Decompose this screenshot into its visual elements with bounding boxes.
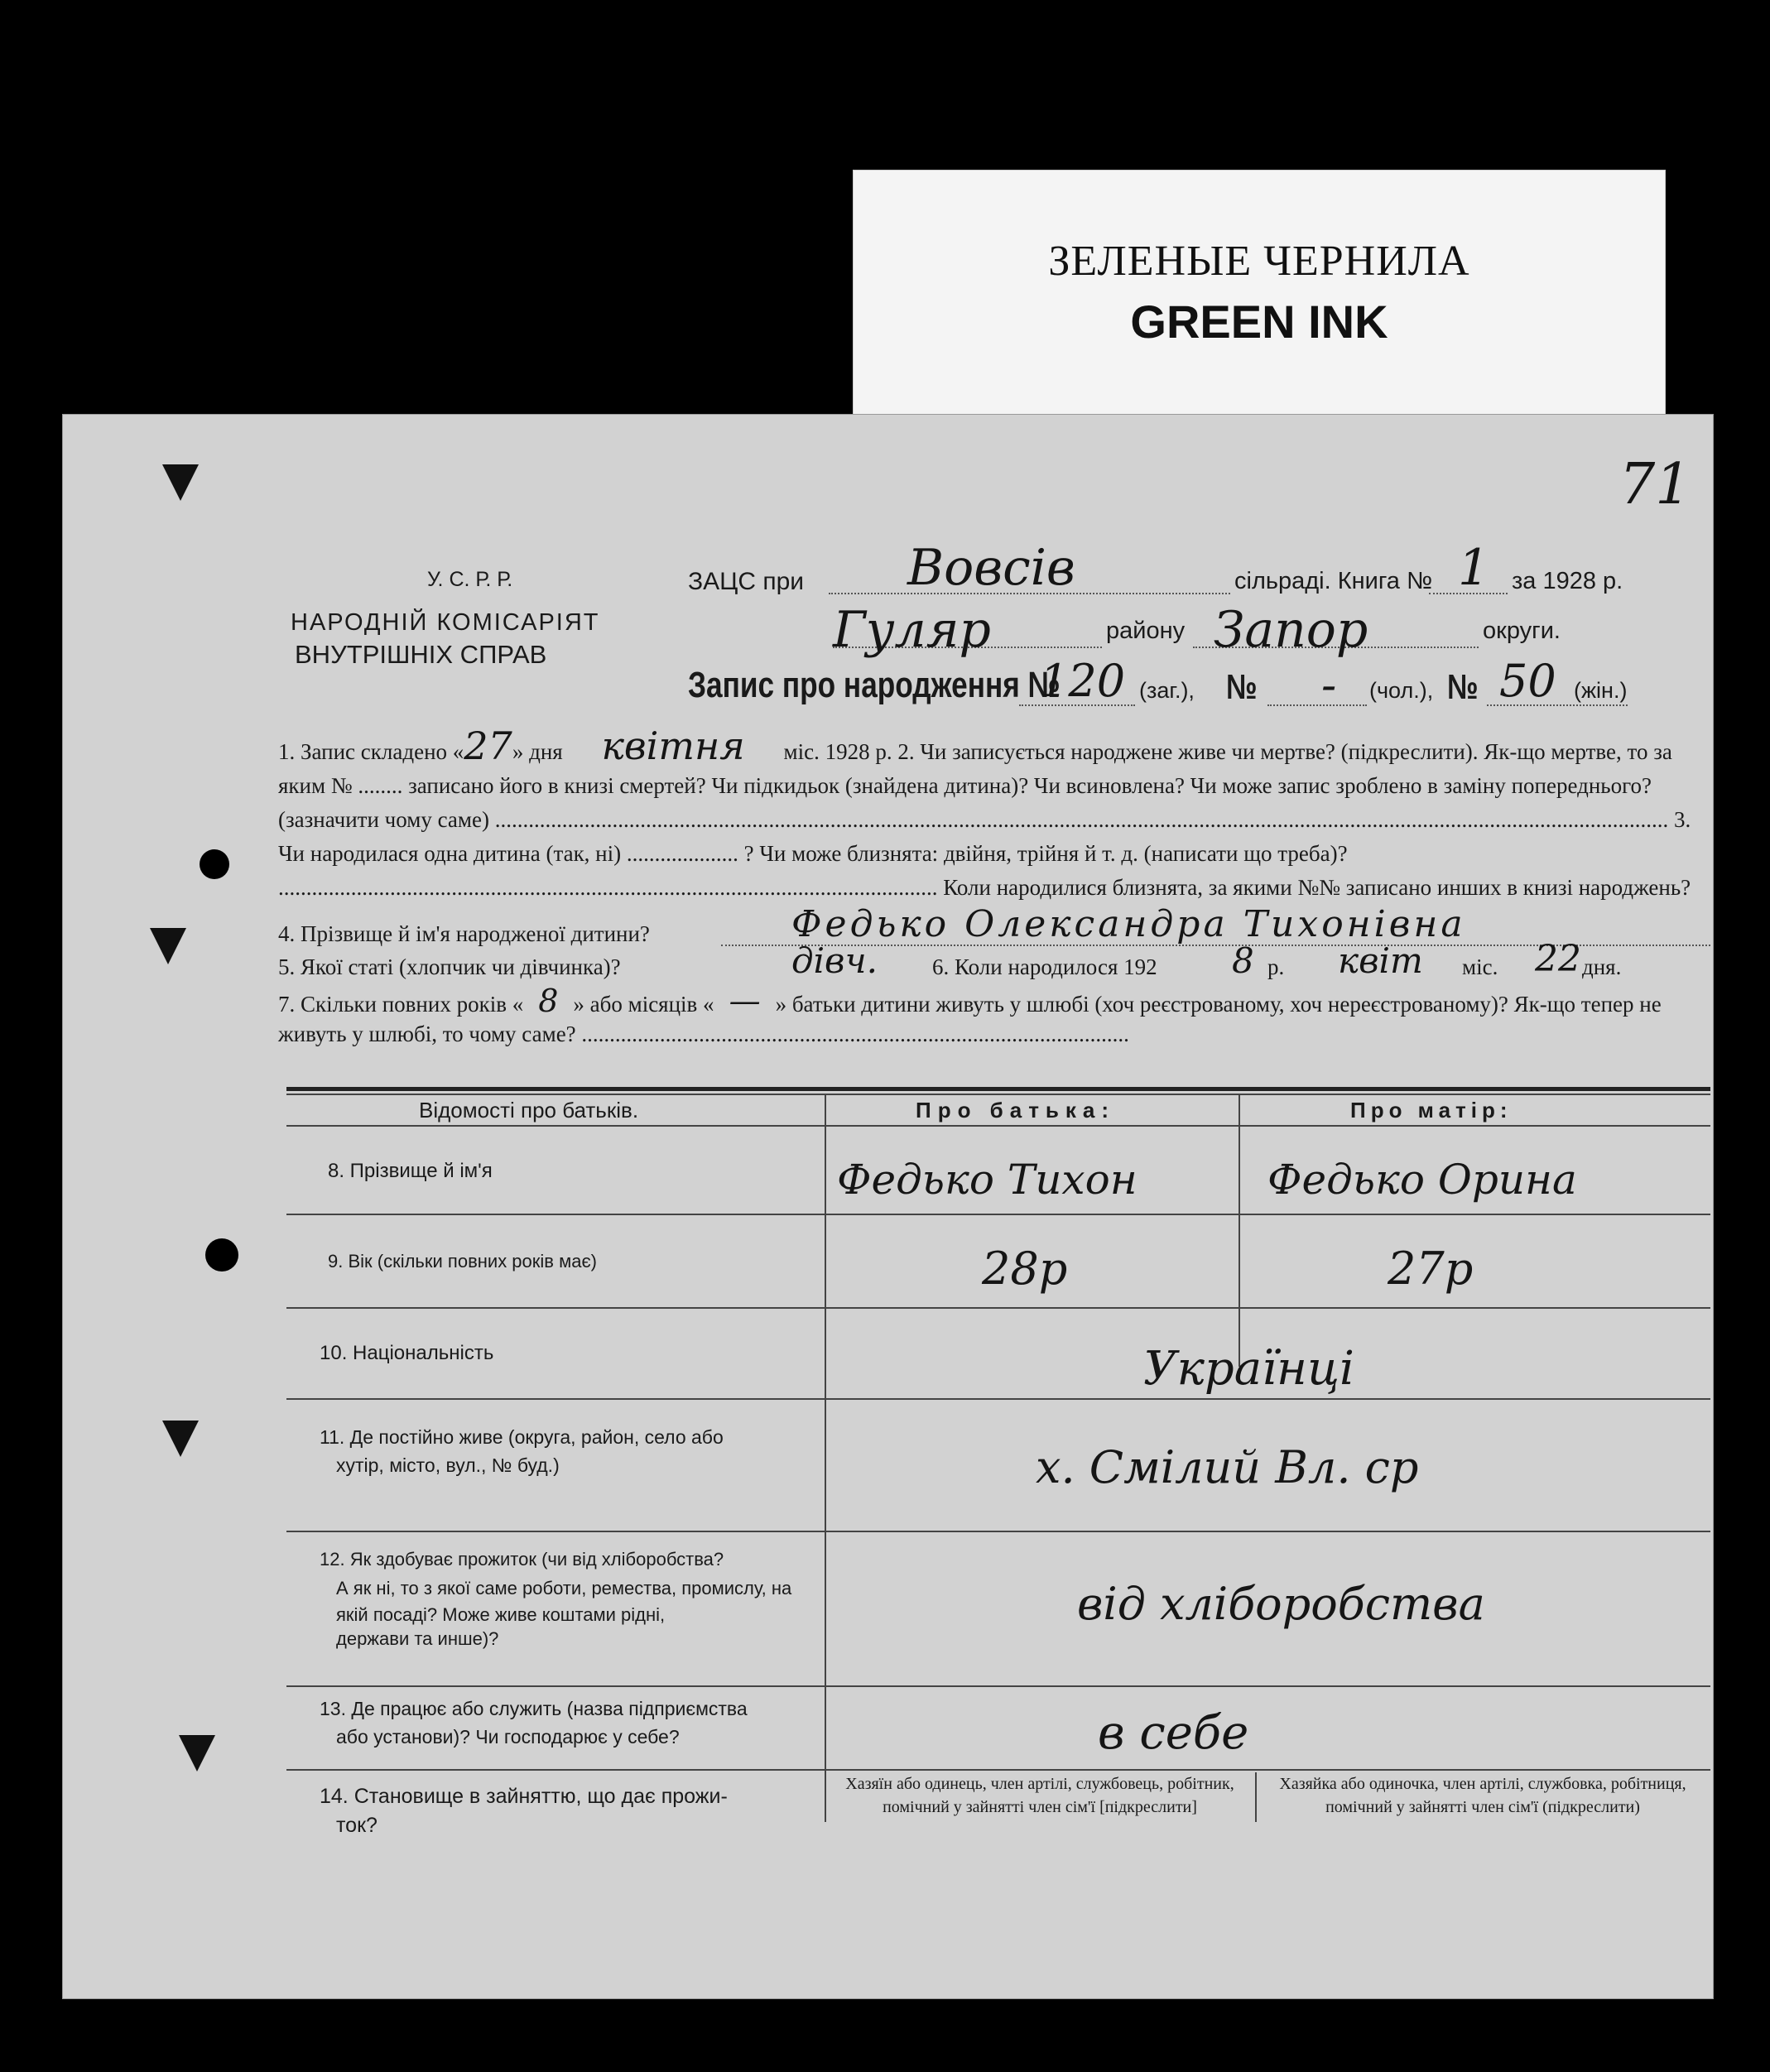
- female-number: 50: [1499, 655, 1556, 707]
- green-ink-label-card: [853, 170, 1666, 422]
- binder-hole-2: [205, 1238, 238, 1272]
- col-header-mother: Про матір:: [1350, 1098, 1513, 1123]
- record-title: Запис про народження №: [688, 665, 1061, 705]
- marriage-months: —: [729, 983, 761, 1019]
- general-label: (заг.),: [1139, 678, 1195, 703]
- row-12-label-1: 12. Як здобуває прожиток (чи від хліборобства?: [320, 1549, 724, 1570]
- row-9-label: 9. Вік (скільки повних років має): [328, 1251, 598, 1272]
- item-6-label: 6. Коли народилося 192: [932, 954, 1157, 979]
- book-number: 1: [1458, 539, 1490, 597]
- row-11-label-1: 11. Де постійно живе (округа, район, село або: [320, 1426, 724, 1448]
- village-name: Вовсів: [907, 539, 1075, 597]
- birth-record-form: [62, 414, 1714, 1999]
- marriage-years: 8: [538, 983, 559, 1019]
- header-commissariat-1: НАРОДНІЙ КОМІСАРІЯТ: [291, 609, 600, 636]
- item-3-start: 3. Чи народилася одна дитина (так, ні): [278, 807, 1691, 866]
- birth-day: 22: [1535, 938, 1581, 980]
- binder-tear-2: [150, 928, 186, 964]
- item-2-cont: записано його в книзі смертей? Чи підкидьок (знайдена дитина)? Чи всиновлена? Чи може запис зроблено в заміну попереднього? (зазначити чому саме): [278, 773, 1652, 832]
- row-13-label-1: 13. Де працює або служить (назва підприємства: [320, 1698, 748, 1719]
- item-5-label: 5. Якої статі (хлопчик чи дівчинка)?: [278, 954, 621, 979]
- female-no-sign: №: [1447, 667, 1479, 706]
- item-6-r: р.: [1267, 954, 1285, 979]
- col-header-info: Відомості про батьків.: [419, 1098, 639, 1123]
- row-10-label: 10. Національність: [320, 1342, 494, 1364]
- district-name: Гуляр: [833, 601, 991, 659]
- mother-occupation-options: Хазяйка або одиночка, член артілі, службовка, робітниця, помічний у зайнятті член сім'ї (підкреслити): [1279, 1775, 1686, 1816]
- row-11-label-2: хутір, місто, вул., № буд.): [336, 1454, 560, 1476]
- okrugy-text: округи.: [1483, 618, 1561, 644]
- page-number: 71: [1619, 452, 1691, 517]
- female-label: (жін.): [1574, 678, 1628, 703]
- item-7-start: 7. Скільки повних років «: [278, 992, 524, 1017]
- item-7-rest: » батьки дитини живуть у шлюбі (хоч реєстрованому, хоч нереєстрованому)? Як-що тепер не живуть у шлюбі, то чому саме?: [278, 992, 1662, 1046]
- item-3-twins: ? Чи може близнята: двійня, трійня й т. д. (написати що треба)?: [743, 841, 1348, 866]
- binder-tear-4: [179, 1735, 215, 1772]
- general-number: 120: [1040, 655, 1126, 707]
- item-6-dnya: дня.: [1582, 954, 1622, 979]
- col-header-father: Про батька:: [916, 1098, 1116, 1123]
- item-7-months: » або місяців «: [573, 992, 714, 1017]
- item-3-twins-nos: Коли народилися близнята, за якими №№ записано инших в книзі народжень?: [943, 875, 1691, 900]
- okrug-name: Запор: [1214, 601, 1368, 659]
- rayonu-text: району: [1106, 618, 1186, 644]
- father-occupation-options: Хазяїн або одинець, член артілі, службовець, робітник, помічний у зайнятті член сім'ї [підкреслити]: [845, 1775, 1234, 1816]
- label-en: GREEN INK: [1130, 296, 1388, 348]
- header-commissariat-2: ВНУТРІШНІХ СПРАВ: [295, 640, 547, 669]
- birth-month: квіт: [1338, 940, 1423, 981]
- child-sex: дівч.: [791, 940, 878, 981]
- binder-tear-1: [162, 464, 199, 501]
- row-12-label-2: А як ні, то з якої саме роботи, ремества, промислу, на якій посаді? Може живе коштами рідні,: [336, 1578, 792, 1625]
- male-label: (чол.),: [1369, 678, 1434, 703]
- row-14-label-2: ток?: [336, 1814, 378, 1837]
- zacs-prefix: ЗАЦС при: [688, 568, 805, 595]
- livelihood: від хліборобства: [1077, 1578, 1485, 1630]
- binder-hole-1: [200, 849, 229, 879]
- father-name: Федько Тихон: [837, 1156, 1138, 1204]
- child-name: Федько Олександра Тихонівна: [791, 903, 1466, 945]
- male-number: -: [1321, 659, 1337, 711]
- row-8-label: 8. Прізвище й ім'я: [328, 1160, 493, 1182]
- selradi-text: сільраді. Книга №: [1234, 568, 1433, 594]
- record-day: 27: [464, 724, 512, 768]
- male-no-sign: №: [1226, 667, 1258, 706]
- birth-year-digit: 8: [1232, 940, 1254, 981]
- year-text: за 1928 р.: [1512, 568, 1623, 594]
- nationality: Українці: [1143, 1342, 1354, 1396]
- mother-name: Федько Орина: [1267, 1156, 1577, 1204]
- binder-tear-3: [162, 1421, 199, 1457]
- record-month: квітня: [601, 724, 745, 768]
- father-age: 28р: [982, 1243, 1068, 1295]
- mother-age: 27р: [1388, 1243, 1474, 1295]
- row-13-label-2: або установи)? Чи господарює у себе?: [336, 1726, 680, 1747]
- row-12-label-3: держави та инше)?: [336, 1628, 499, 1649]
- item-4-label: 4. Прізвище й ім'я народженої дитини?: [278, 921, 650, 946]
- workplace: в себе: [1098, 1706, 1249, 1760]
- item-7: 7. Скільки повних років « 8 » або місяців « — » батьки дитини живуть у шлюбі (хоч реєстрованому, хоч нереєстрованому)? Як-що тепер не живуть у шлюбі, то чому саме? ..................................................................................................: [278, 983, 1662, 1046]
- item-1-start: 1. Запис складено «: [278, 739, 464, 764]
- body-section: 1. Запис складено «27» дня квітня міс. 1928 р. 2. Чи записується народжене живе чи мертве? (підкреслити). Як-що мертве, то за яким № ........ записано його в книзі смертей? Чи підкидьок (знайдена дитина)? Чи всиновлена? Чи може запис зроблено в заміну попереднього? (зазначити чому саме) .................................................................................................................................................................................................................. 3. Чи народилася одна дитина (так, ні) .................... ? Чи може близнята: двійня, трійня й т. д. (написати що треба)? ...................................................................................................................... Коли народилися близнята, за якими №№ записано инших в книзі народжень?: [278, 724, 1691, 900]
- item-1-dnya: » дня: [512, 739, 563, 764]
- residence: х. Смілий Вл. ср: [1036, 1441, 1419, 1493]
- label-ru: ЗЕЛЕНЫЕ ЧЕРНИЛА: [1048, 238, 1470, 285]
- item-1-2-text: міс. 1928 р. 2. Чи записується народжене живе чи мертве? (підкреслити). Як-що мертве, то за яким №: [278, 739, 1672, 798]
- header-state: У. С. Р. Р.: [427, 568, 513, 591]
- item-6-mis: міс.: [1462, 954, 1498, 979]
- row-14-label-1: 14. Становище в зайняттю, що дає прожи-: [320, 1785, 728, 1808]
